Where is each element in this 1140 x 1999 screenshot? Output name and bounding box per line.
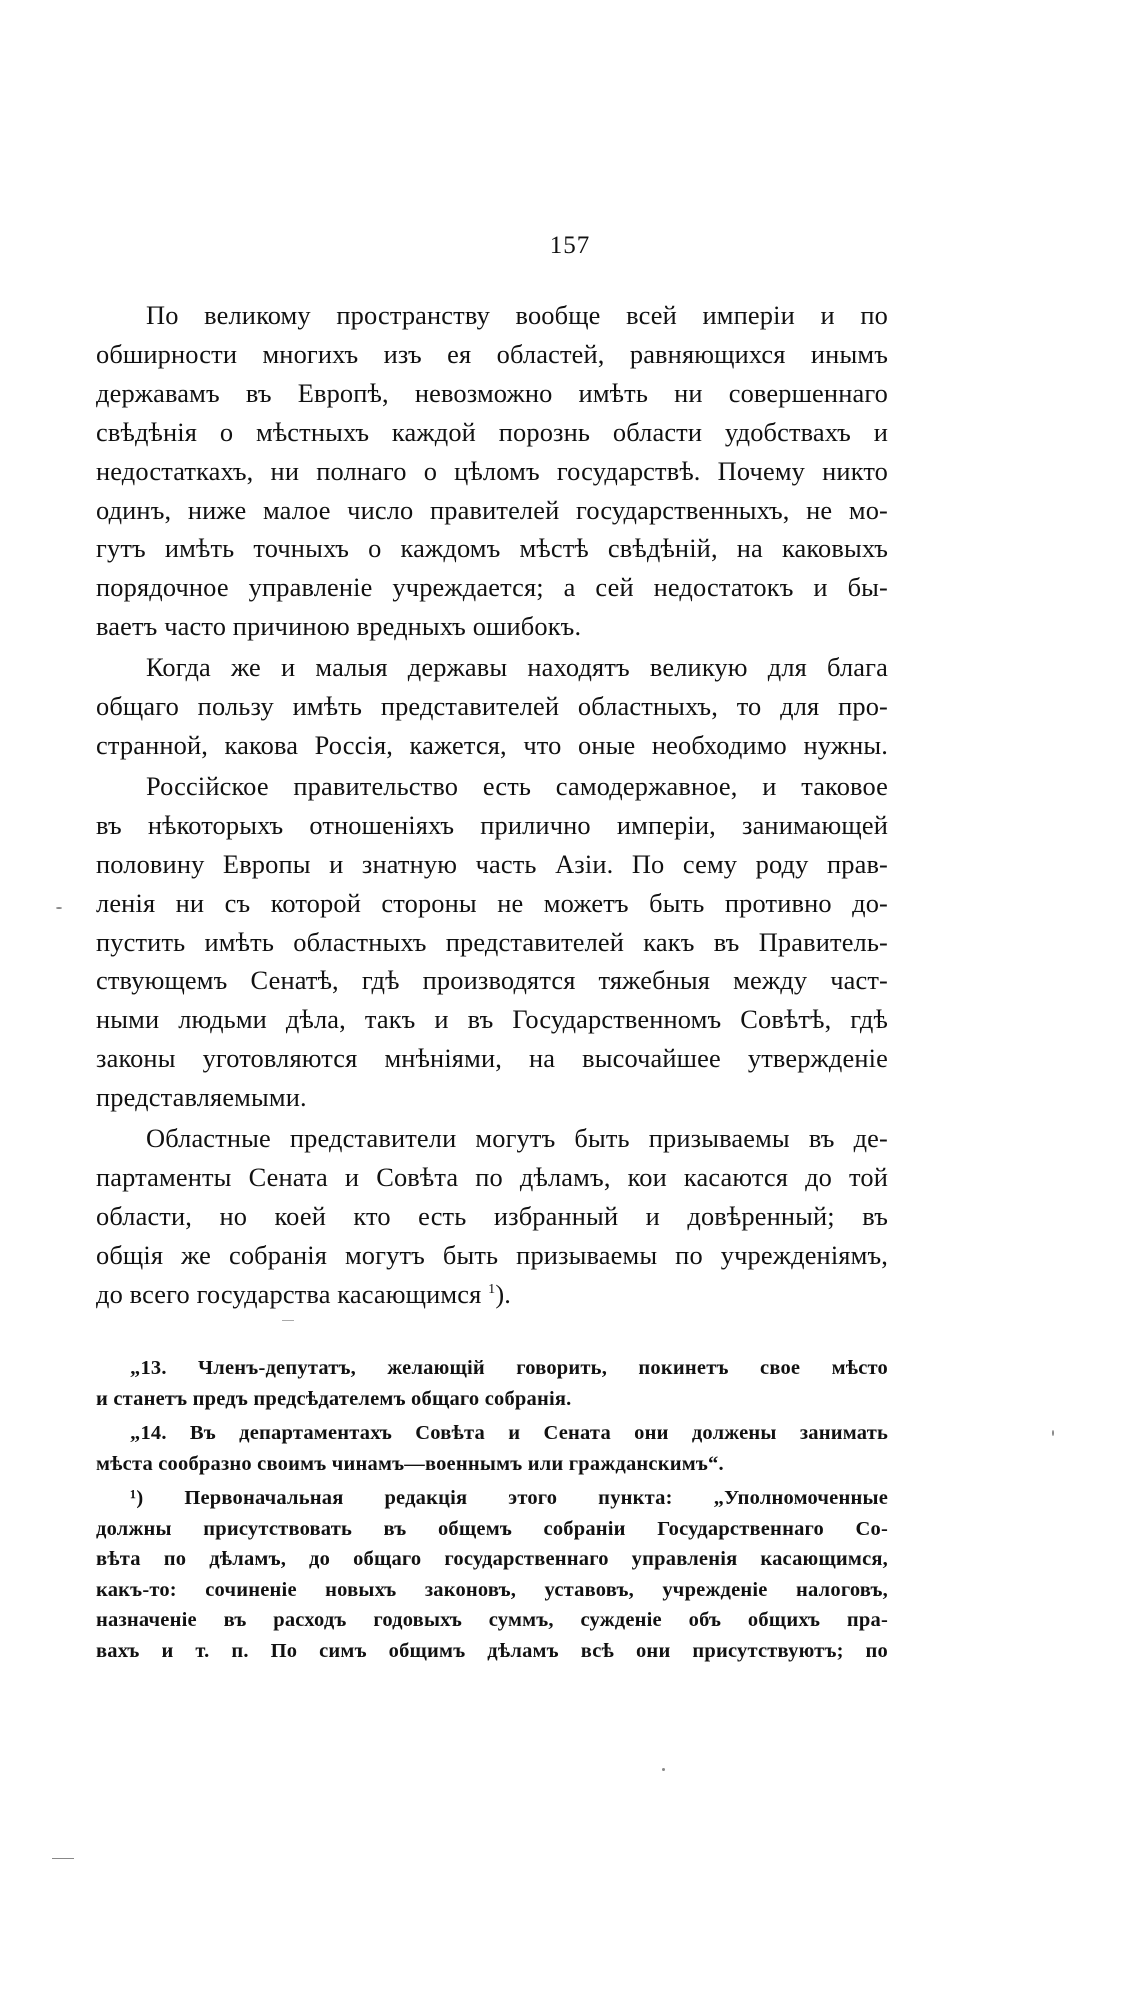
footnote-13: [96, 1353, 888, 1414]
text-line: ными людьми дѣла, такъ и въ Государственномъ Совѣтѣ, гдѣ: [96, 1004, 888, 1035]
text-line: обширности многихъ изъ ея областей, равняющихся инымъ: [96, 338, 888, 369]
scan-speck: [56, 907, 62, 909]
text-line: половину Европы и знатную часть Азіи. По сему роду прав-: [96, 848, 888, 879]
footnote-line: мѣста сообразно своимъ чинамъ—военнымъ или гражданскимъ“.: [96, 1452, 724, 1475]
page-number: 157: [549, 232, 591, 259]
text-line: Областные представители могутъ быть призываемы въ де-: [146, 1123, 888, 1154]
text-line: въ нѣкоторыхъ отношеніяхъ прилично имперіи, занимающей: [96, 809, 888, 840]
text-line: странной, какова Россія, кажется, что оные необходимо нужны.: [96, 729, 888, 760]
text-line: законы уготовляются мнѣніями, на высочайшее утвержденіе: [96, 1043, 888, 1074]
footnote-line: ¹) Первоначальная редакція этого пункта: „Уполномоченные: [130, 1487, 888, 1509]
text-line: общія же собранія могутъ быть призываемы по учрежденіямъ,: [96, 1239, 888, 1270]
footnote-reference: 1: [488, 1281, 496, 1297]
paragraph-3: [96, 767, 888, 1117]
footnote-line: назначеніе въ расходъ годовыхъ суммъ, сужденіе объ общихъ пра-: [96, 1609, 888, 1631]
text-line: пустить имѣть областныхъ представителей какъ въ Правитель-: [96, 926, 888, 957]
text-line: ваетъ часто причиною вредныхъ ошибокъ.: [96, 611, 582, 642]
text-line: одинъ, ниже малое число правителей государственныхъ, не мо-: [96, 494, 888, 525]
text-line: порядочное управленіе учреждается; а сей недостатокъ и бы-: [96, 572, 888, 603]
paragraph-4: [96, 1119, 888, 1314]
text-line: ленія ни съ которой стороны не можетъ быть противно до-: [96, 887, 888, 918]
paragraph-2: [96, 648, 888, 765]
main-text: [96, 296, 888, 1316]
text-line: области, но коей кто есть избранный и довѣренный; въ: [96, 1200, 888, 1231]
text-line: Когда же и малыя державы находятъ великую для блага: [146, 652, 888, 683]
footnote-separator: [282, 1320, 294, 1321]
footnote-line: „14. Въ департаментахъ Совѣта и Сената они должены занимать: [130, 1422, 888, 1444]
closing-punctuation: ).: [495, 1278, 511, 1309]
footnote-line: „13. Членъ-депутатъ, желающій говорить, покинетъ свое мѣсто: [130, 1357, 888, 1379]
footnote-line: вѣта по дѣламъ, до общаго государственнаго управленія касающимся,: [96, 1548, 888, 1570]
scan-speck: [52, 1858, 74, 1859]
footnote-line: должны присутствовать въ общемъ собраніи Государственнаго Со-: [96, 1517, 888, 1540]
text-line: общаго пользу имѣть представителей областныхъ, то для про-: [96, 691, 888, 722]
footnote-line: вахъ и т. п. По симъ общимъ дѣламъ всѣ они присутствуютъ; по: [96, 1639, 888, 1662]
text-line: до всего государства касающимся: [96, 1278, 482, 1309]
text-line: державамъ въ Европѣ, невозможно имѣть ни совершеннаго: [96, 377, 888, 408]
text-line: партаменты Сената и Совѣта по дѣламъ, кои касаются до той: [96, 1161, 888, 1192]
paragraph-1: [96, 296, 888, 646]
text-line: свѣдѣнія о мѣстныхъ каждой порознь области удобствахъ и: [96, 416, 888, 447]
footnote-line: и станетъ предъ предсѣдателемъ общаго собранія.: [96, 1387, 572, 1410]
footnote-14: [96, 1418, 888, 1479]
text-line: недостаткахъ, ни полнаго о цѣломъ государствѣ. Почему никто: [96, 455, 888, 486]
text-line: Россійское правительство есть самодержавное, и таковое: [146, 770, 888, 801]
text-line: По великому пространству вообще всей имперіи и по: [146, 300, 888, 330]
footnotes: [96, 1353, 888, 1670]
footnote-1: [96, 1483, 888, 1666]
scan-speck: [1052, 1430, 1054, 1436]
text-line: ствующемъ Сенатѣ, гдѣ производятся тяжебныя между част-: [96, 965, 888, 996]
scan-speck: [662, 1768, 665, 1771]
text-line-with-ref: [96, 1275, 888, 1314]
text-line: гутъ имѣть точныхъ о каждомъ мѣстѣ свѣдѣній, на каковыхъ: [96, 533, 888, 564]
text-line: представляемыми.: [96, 1082, 307, 1113]
footnote-line: какъ-то: сочиненіе новыхъ законовъ, уставовъ, учрежденіе налоговъ,: [96, 1578, 888, 1601]
